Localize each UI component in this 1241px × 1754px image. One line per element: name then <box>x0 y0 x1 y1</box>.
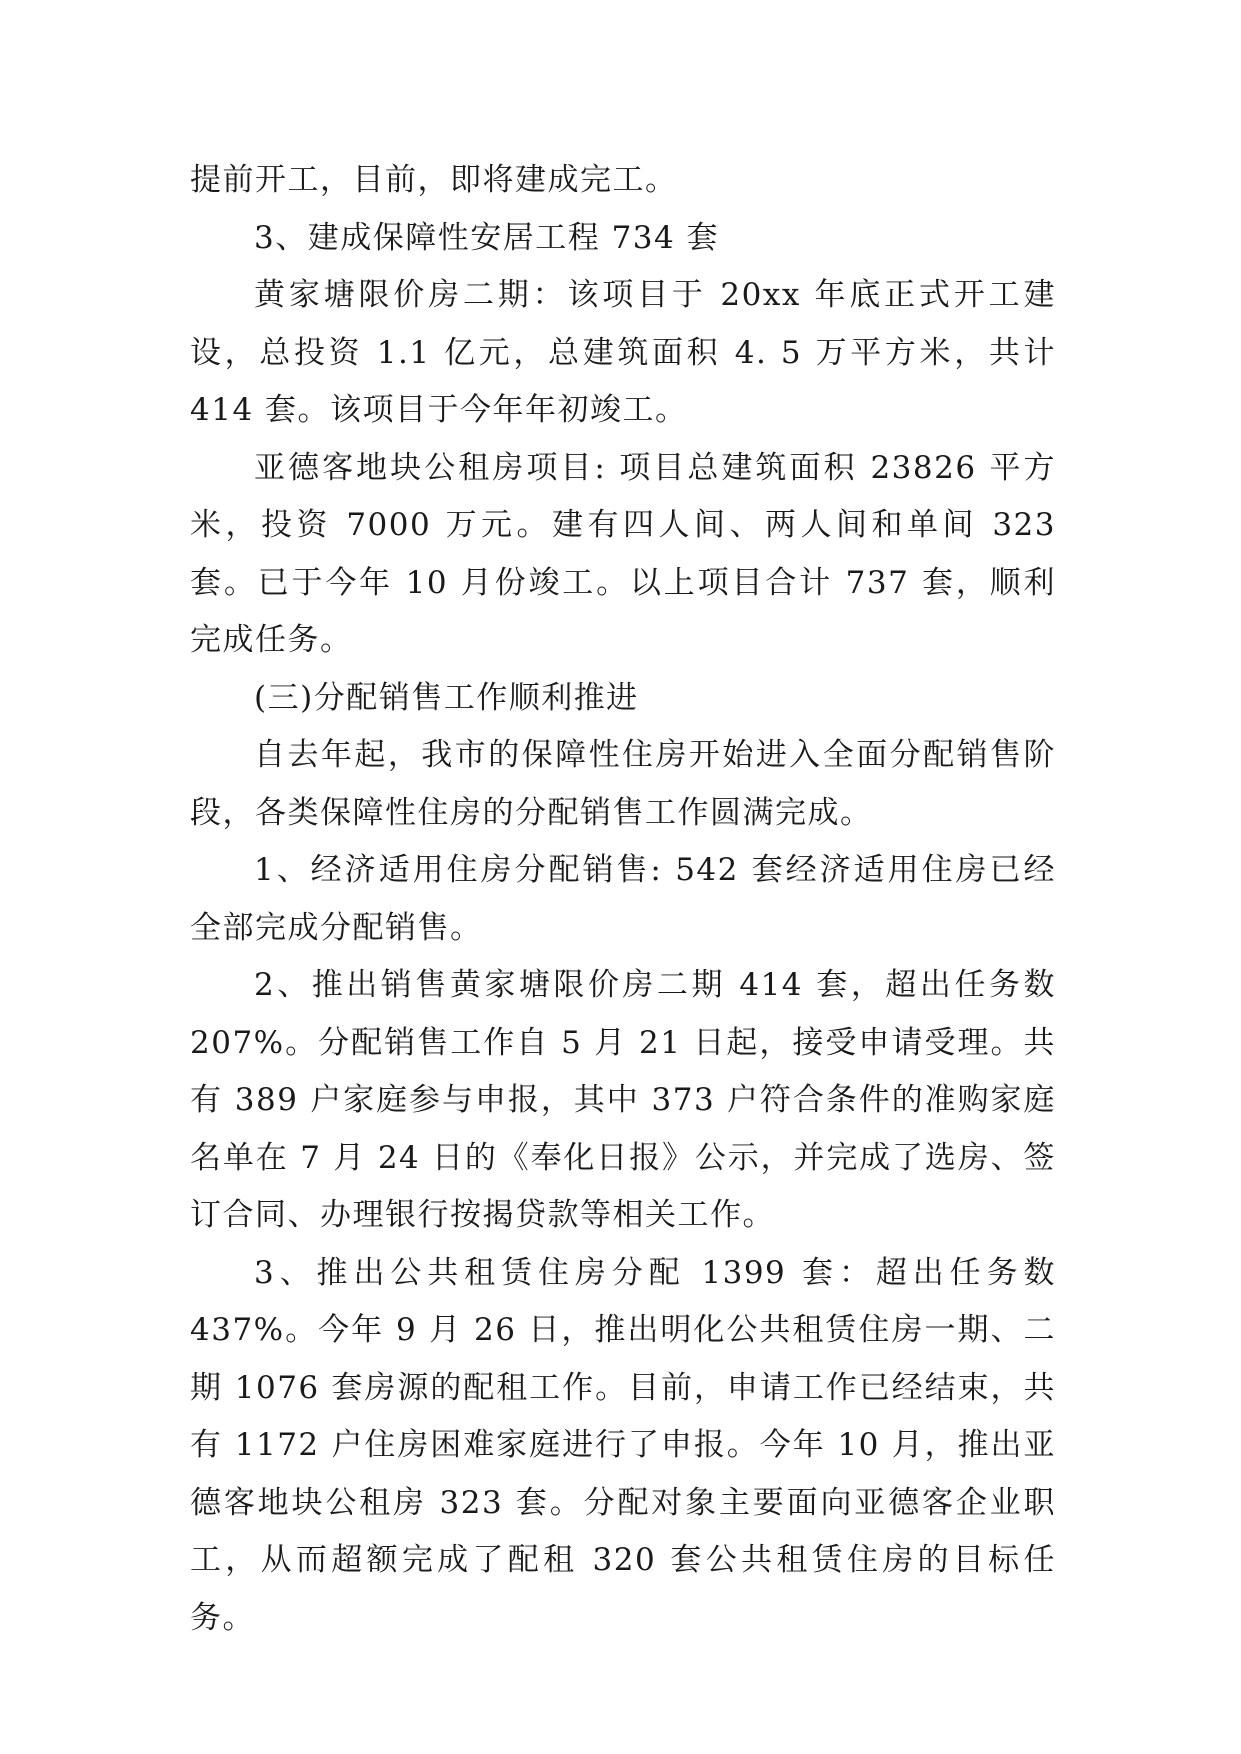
paragraph-yadeke-project: 亚德客地块公租房项目: 项目总建筑面积 23826 平方米，投资 7000 万元。建有四人间、两人间和单间 323 套。已于今年 10 月份竣工。以上项目合计 737 套，顺利完成任务。 <box>190 449 1056 658</box>
section-heading-distribution: (三)分配销售工作顺利推进 <box>254 679 639 716</box>
paragraph-item-3-heading: 3、建成保障性安居工程 734 套 <box>254 219 720 256</box>
paragraph-item-3-public-rental: 3、推出公共租赁住房分配 1399 套：超出任务数 437%。今年 9 月 26 日，推出明化公共租赁住房一期、二期 1076 套房源的配租工作。目前，申请工作已经结束，共有 1172 户住房困难家庭进行了申报。今年 10 月，推出亚德客地块公租房 323 套。分配对象主要面向亚德客企业职工，从而超额完成了配租 320 套公共租赁住房的目标任务。 <box>190 1254 1056 1636</box>
document-body <box>190 152 1056 1647</box>
paragraph-huangjiatang-project: 黄家塘限价房二期：该项目于 20xx 年底正式开工建设，总投资 1.1 亿元，总建筑面积 4. 5 万平方米，共计 414 套。该项目于今年年初竣工。 <box>190 277 1056 428</box>
paragraph-continuation: 提前开工，目前，即将建成完工。 <box>190 162 678 198</box>
paragraph-distribution-intro: 自去年起，我市的保障性住房开始进入全面分配销售阶段，各类保障性住房的分配销售工作圆满完成。 <box>190 737 1056 831</box>
paragraph-item-2-limited-price-housing: 2、推出销售黄家塘限价房二期 414 套，超出任务数 207%。分配销售工作自 5 月 21 日起，接受申请受理。共有 389 户家庭参与申报，其中 373 户符合条件的准购家庭名单在 7 月 24 日的《奉化日报》公示，并完成了选房、签订合同、办理银行按揭贷款等相关工作。 <box>190 967 1056 1233</box>
paragraph-item-1-economic-housing: 1、经济适用住房分配销售: 542 套经济适用住房已经全部完成分配销售。 <box>190 852 1056 946</box>
